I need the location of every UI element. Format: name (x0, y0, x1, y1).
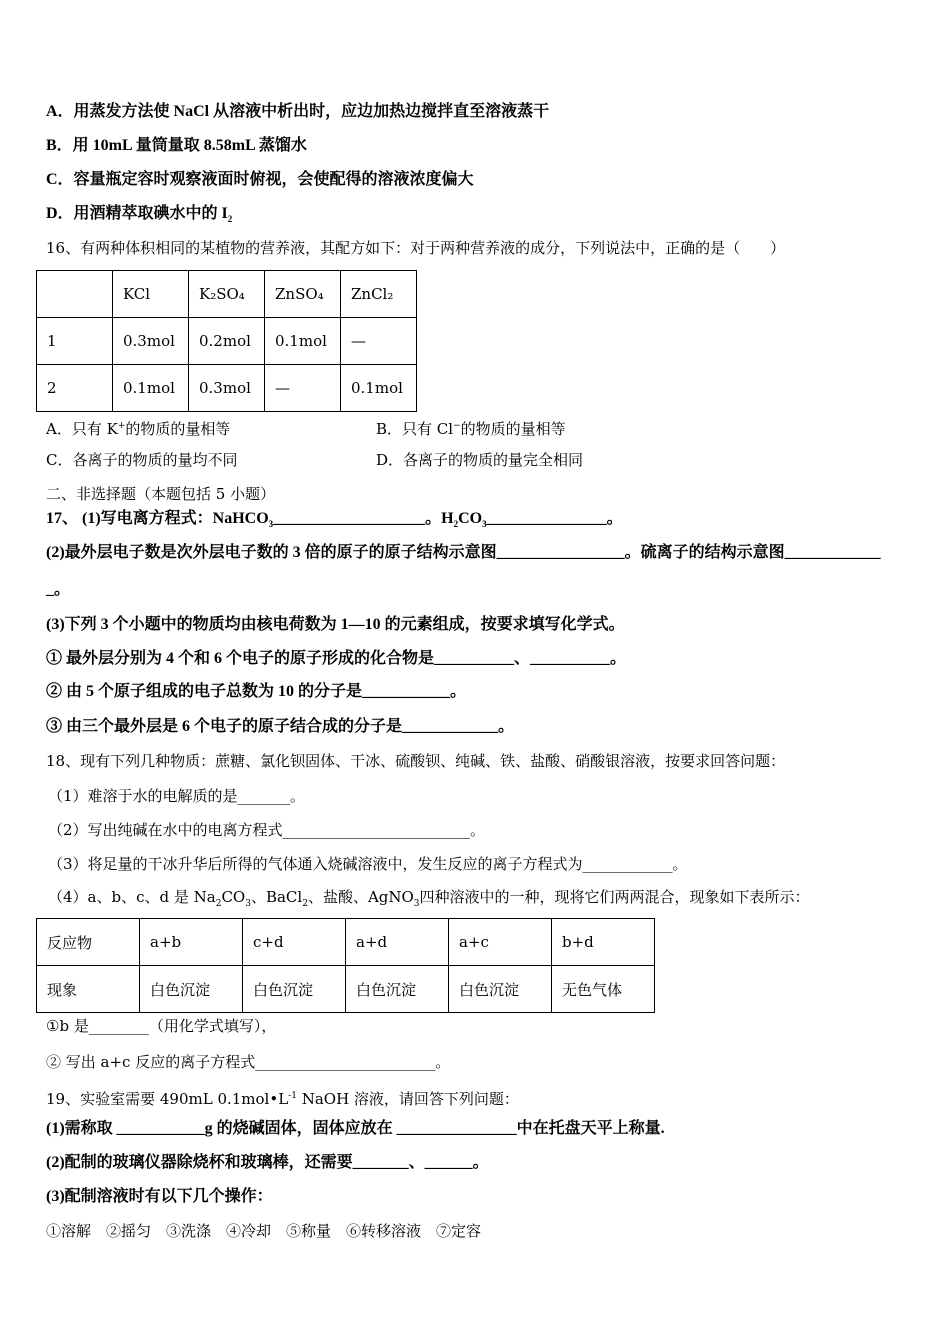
text-line (48, 887, 810, 914)
text-segment: CO (221, 888, 246, 906)
text-line (46, 543, 881, 563)
text-segment: CO (458, 510, 483, 527)
text-line (46, 1119, 665, 1139)
text-segment: (2)配制的玻璃仪器除烧杯和玻璃棒，还需要_______、______。 (46, 1154, 489, 1171)
text-segment: ①溶解 ②摇匀 ③洗涤 ④冷却 ⑤称量 ⑥转移溶液 ⑦定容 (46, 1222, 482, 1240)
table-cell: c+d (243, 919, 346, 966)
table-cell: K₂SO₄ (189, 271, 265, 318)
text-line (46, 1052, 450, 1072)
text-line (46, 170, 474, 190)
table-cell: 白色沉淀 (243, 966, 346, 1013)
text-segment: _。 (46, 581, 71, 598)
nutrient-solution-table (36, 270, 417, 412)
text-line (46, 1016, 276, 1036)
text-line (46, 1221, 481, 1241)
text-line (46, 102, 549, 122)
subscript-text: 3 (413, 899, 420, 909)
text-segment: B．只有 Cl (376, 420, 454, 438)
table-row (37, 919, 655, 966)
table-cell: 无色气体 (552, 966, 655, 1013)
table-cell: 白色沉淀 (346, 966, 449, 1013)
table-cell: 0.1mol (265, 318, 341, 365)
text-line (376, 450, 583, 470)
table-cell: ZnCl₂ (341, 271, 417, 318)
subscript-text: 2 (453, 519, 459, 530)
text-line (46, 1153, 489, 1173)
text-line (376, 416, 566, 439)
text-line (46, 204, 232, 229)
text-segment: ③ 由三个最外层是 6 个电子的原子结合成的分子是____________。 (46, 718, 515, 735)
text-line (46, 136, 307, 156)
text-segment: ② 由 5 个原子组成的电子总数为 10 的分子是___________。 (46, 683, 467, 700)
table-cell: 0.1mol (341, 365, 417, 412)
text-segment: D．用酒精萃取碘水中的 I (46, 205, 228, 222)
text-segment: 19、实验室需要 490mL 0.1mol•L (46, 1090, 289, 1108)
table-cell: 反应物 (37, 919, 140, 966)
table-cell: 2 (37, 365, 113, 412)
text-line (46, 450, 237, 470)
table-cell: a+b (140, 919, 243, 966)
subscript-text: 2 (302, 899, 308, 909)
text-segment: 、BaCl (250, 888, 303, 906)
table-cell: a+c (449, 919, 552, 966)
supscript-text: − (453, 421, 461, 431)
text-segment: B．用 10mL 量筒量取 8.58mL 蒸馏水 (46, 137, 307, 154)
text-line (46, 484, 275, 504)
text-segment: （3）将足量的干冰升华后所得的气体通入烧碱溶液中，发生反应的离子方程式为____________。 (48, 855, 688, 873)
text-line (48, 820, 485, 840)
subscript-text: 3 (245, 899, 251, 909)
text-segment: 16、有两种体积相同的某植物的营养液，其配方如下：对于两种营养液的成分，下列说法中，正确的是（ ） (46, 239, 786, 257)
text-segment: 二、非选择题（本题包括 5 小题） (46, 485, 276, 503)
text-segment: （1）难溶于水的电解质的是_______。 (48, 787, 306, 805)
text-segment: _______________。 (486, 510, 623, 527)
text-segment: (3)配制溶液时有以下几个操作： (46, 1188, 273, 1205)
text-line (46, 751, 785, 771)
table-cell: 白色沉淀 (449, 966, 552, 1013)
subscript-text: 3 (482, 519, 487, 530)
supscript-text: -1 (288, 1091, 297, 1101)
text-segment: NaOH 溶液，请回答下列问题： (296, 1090, 519, 1108)
text-line (46, 580, 70, 600)
text-segment: 四种溶液中的一种，现将它们两两混合，现象如下表所示： (419, 888, 810, 906)
text-segment: 的物质的量相等 (460, 420, 566, 438)
text-line (46, 238, 785, 258)
text-line (46, 615, 625, 635)
text-segment: C．各离子的物质的量均不同 (46, 451, 238, 469)
text-line (48, 854, 688, 874)
text-segment: A．用蒸发方法使 NaCl 从溶液中析出时，应边加热边搅拌直至溶液蒸干 (46, 103, 550, 120)
text-segment: A．只有 K (46, 420, 118, 438)
text-segment: (2)最外层电子数是次外层电子数的 3 倍的原子的原子结构示意图________________。硫离子的结构示意图____________ (46, 544, 881, 561)
text-segment: (3)下列 3 个小题中的物质均由核电荷数为 1—10 的元素组成，按要求填写化学式。 (46, 616, 625, 633)
table-cell: — (341, 318, 417, 365)
supscript-text: + (117, 421, 126, 431)
table-cell: ZnSO₄ (265, 271, 341, 318)
text-segment: ② 写出 a+c 反应的离子方程式________________________。 (46, 1053, 451, 1071)
subscript-text: 2 (215, 899, 222, 909)
table-cell: 0.3mol (113, 318, 189, 365)
table-row (37, 271, 417, 318)
text-segment: 17、 (1)写电离方程式：NaHCO (46, 510, 269, 527)
table-row (37, 318, 417, 365)
text-line (46, 682, 466, 702)
reaction-phenomena-table (36, 918, 655, 1013)
table-cell: b+d (552, 919, 655, 966)
table-cell: KCl (113, 271, 189, 318)
text-line (46, 649, 626, 669)
text-segment: D．各离子的物质的量完全相同 (376, 451, 584, 469)
text-segment: 、盐酸、AgNO (307, 888, 414, 906)
text-line (46, 1086, 519, 1109)
table-cell: 1 (37, 318, 113, 365)
table-cell: 白色沉淀 (140, 966, 243, 1013)
table-row (37, 365, 417, 412)
table-cell: 0.3mol (189, 365, 265, 412)
text-segment: （2）写出纯碱在水中的电离方程式_________________________。 (48, 821, 486, 839)
text-segment: ① 最外层分别为 4 个和 6 个电子的原子形成的化合物是__________、__________。 (46, 650, 627, 667)
text-line (48, 786, 305, 806)
text-segment: (1)需称取 ___________g 的烧碱固体，固体应放在 _______________中在托盘天平上称量. (46, 1120, 665, 1137)
table-cell: — (265, 365, 341, 412)
text-segment: 的物质的量相等 (125, 420, 231, 438)
text-line (46, 717, 514, 737)
table-cell: a+d (346, 919, 449, 966)
text-segment: ___________________。H (273, 510, 454, 527)
table-cell (37, 271, 113, 318)
text-line (46, 509, 623, 534)
text-line (46, 416, 230, 439)
text-segment: C．容量瓶定容时观察液面时俯视，会使配得的溶液浓度偏大 (46, 171, 474, 188)
text-segment: ①b 是________（用化学式填写）， (46, 1017, 277, 1035)
subscript-text: 3 (268, 519, 274, 530)
text-segment: （4）a、b、c、d 是 Na (48, 888, 216, 906)
text-line (46, 1187, 273, 1207)
subscript-text: 2 (227, 214, 233, 225)
table-cell: 现象 (37, 966, 140, 1013)
text-segment: 18、现有下列几种物质：蔗糖、氯化钡固体、干冰、硫酸钡、纯碱、铁、盐酸、硝酸银溶液，按要求回答问题： (46, 752, 786, 770)
table-cell: 0.1mol (113, 365, 189, 412)
table-cell: 0.2mol (189, 318, 265, 365)
table-row (37, 966, 655, 1013)
